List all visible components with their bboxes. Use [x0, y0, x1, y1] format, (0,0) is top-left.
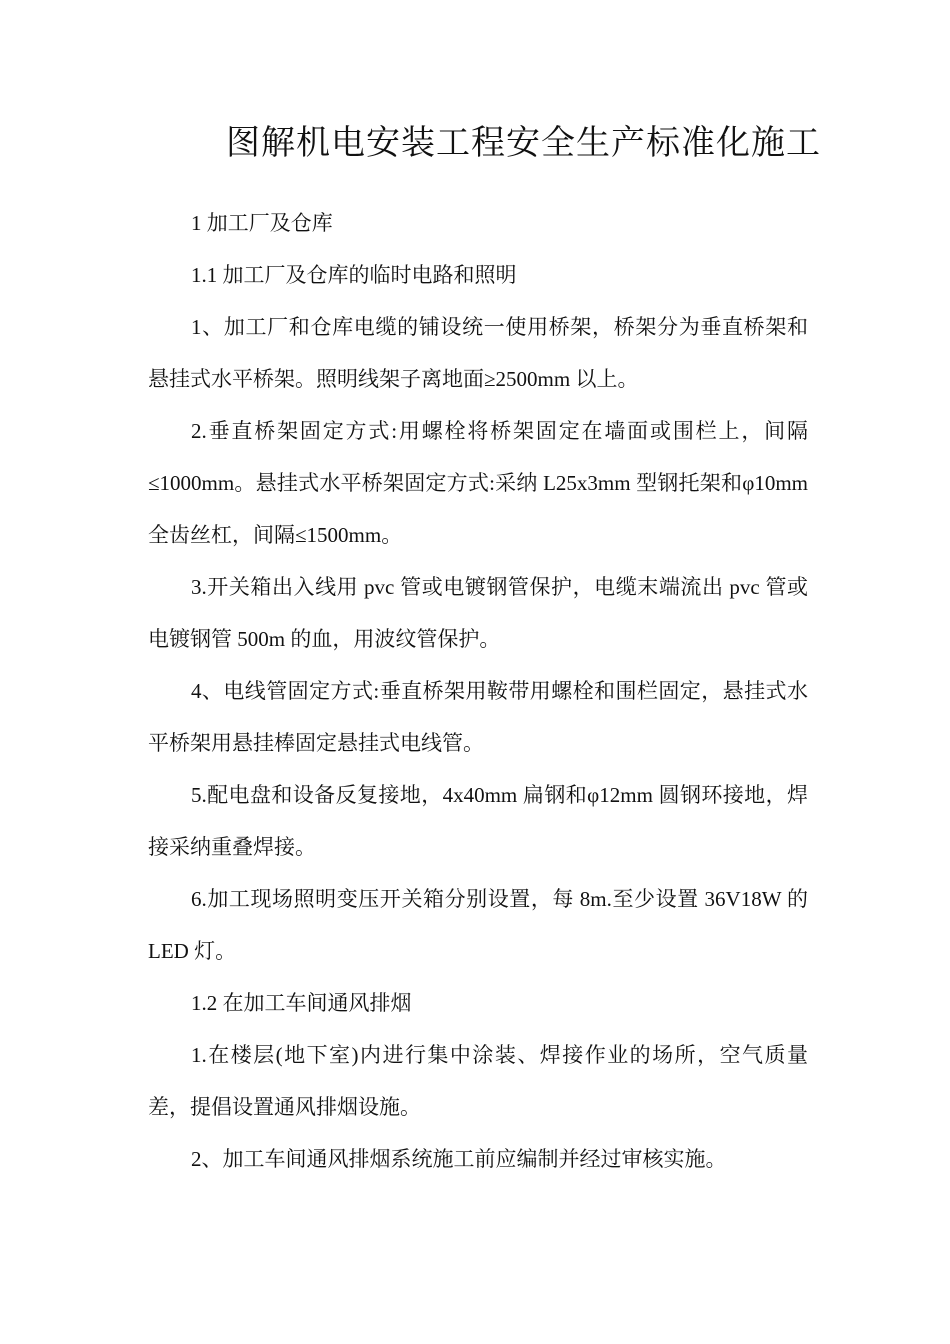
- document-title: 图解机电安装工程安全生产标准化施工: [226, 125, 821, 162]
- paragraph-item-4: 4、电线管固定方式:垂直桥架用鞍带用螺栓和围栏固定，悬挂式水平桥架用悬挂棒固定悬挂式电线管。: [148, 679, 808, 755]
- paragraph-item-1: 1、加工厂和仓库电缆的铺设统一使用桥架，桥架分为垂直桥架和悬挂式水平桥架。照明线架子离地面≥2500mm 以上。: [148, 315, 808, 391]
- paragraph-ventilation-1: 1.在楼层(地下室)内进行集中涂装、焊接作业的场所，空气质量差，提倡设置通风排烟设施。: [148, 1043, 808, 1119]
- heading-section-1-2: 1.2 在加工车间通风排烟: [191, 991, 412, 1015]
- paragraph-item-6: 6.加工现场照明变压开关箱分别设置，每 8m.至少设置 36V18W 的 LED 灯。: [148, 887, 808, 963]
- paragraph-item-2: 2.垂直桥架固定方式:用螺栓将桥架固定在墙面或围栏上，间隔≤1000mm。悬挂式水平桥架固定方式:采纳 L25x3mm 型钢托架和φ10mm 全齿丝杠，间隔≤1500mm。: [148, 419, 808, 547]
- heading-section-1-1: 1.1 加工厂及仓库的临时电路和照明: [191, 263, 517, 287]
- document-body: [148, 197, 808, 1185]
- paragraph-item-5: 5.配电盘和设备反复接地，4x40mm 扁钢和φ12mm 圆钢环接地，焊接采纳重叠焊接。: [148, 783, 808, 859]
- paragraph-item-3: 3.开关箱出入线用 pvc 管或电镀钢管保护，电缆末端流出 pvc 管或电镀钢管 500m 的血，用波纹管保护。: [148, 575, 808, 651]
- heading-section-1: 1 加工厂及仓库: [191, 211, 333, 235]
- paragraph-ventilation-2: 2、加工车间通风排烟系统施工前应编制并经过审核实施。: [191, 1147, 727, 1171]
